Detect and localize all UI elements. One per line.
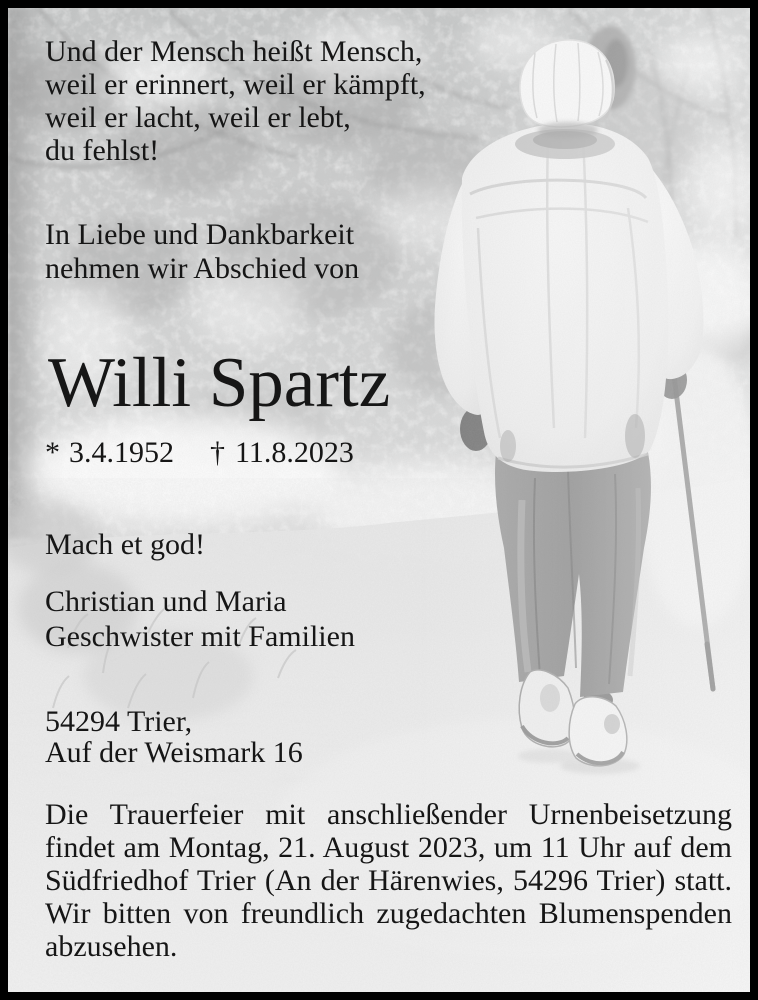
memorial-photo (8, 8, 750, 992)
poem-line: du fehlst! (45, 134, 160, 167)
deceased-name: Willi Spartz (48, 344, 391, 422)
mourners-block (45, 584, 355, 654)
mourners-line: Christian und Maria (45, 585, 287, 618)
farewell-intro (45, 218, 359, 286)
poem-line: weil er lacht, weil er lebt, (45, 101, 351, 134)
intro-line: nehmen wir Abschied von (45, 252, 360, 285)
memorial-poem (45, 35, 426, 167)
birth-symbol: * (45, 436, 60, 469)
birth-date: 3.4.1952 (69, 436, 174, 469)
poem-line: weil er erinnert, weil er kämpft, (45, 68, 426, 101)
poem-line: Und der Mensch heißt Mensch, (45, 35, 423, 68)
funeral-notice-paragraph: Die Trauerfeier mit anschließender Urnenbeisetzung findet am Montag, 21. August 2023, um 11 Uhr auf dem Südfriedhof Trier (An der Härenwies, 54296 Trier) statt. Wir bitten von freundlich zugedachten Blumenspenden abzusehen. (45, 798, 732, 963)
mourners-line: Geschwister mit Familien (45, 620, 355, 653)
address-line: 54294 Trier, (45, 705, 193, 738)
address-block (45, 706, 303, 768)
death-date: 11.8.2023 (235, 436, 354, 469)
farewell-phrase: Mach et god! (45, 528, 205, 561)
address-line: Auf der Weismark 16 (45, 736, 303, 769)
life-dates (45, 436, 354, 470)
death-symbol: † (210, 436, 225, 469)
notice-text-overlay (8, 8, 750, 992)
intro-line: In Liebe und Dankbarkeit (45, 218, 355, 251)
